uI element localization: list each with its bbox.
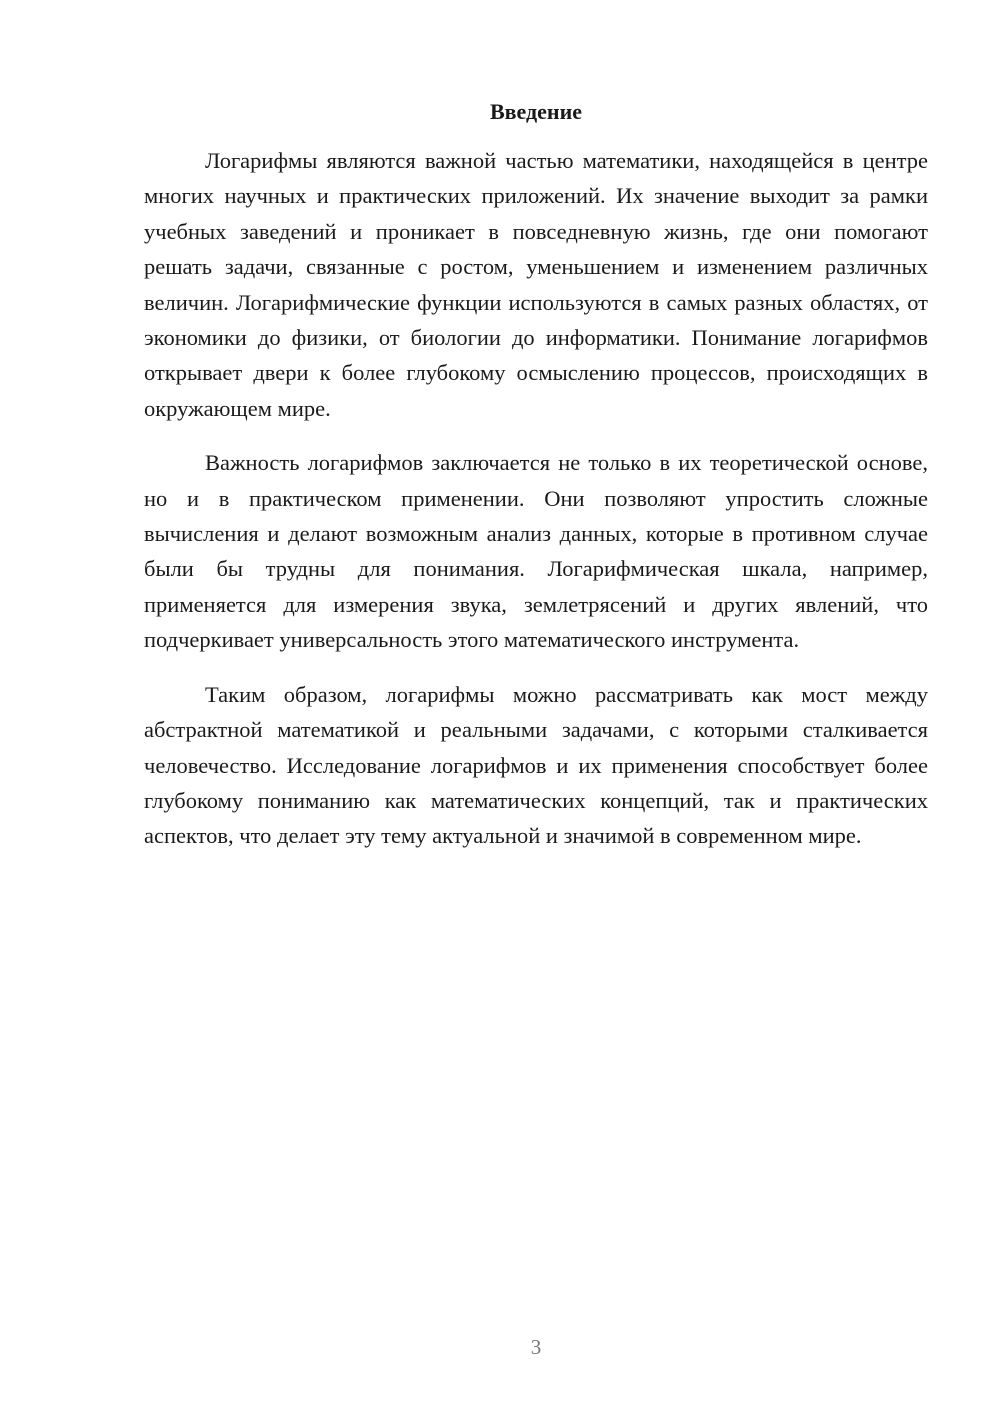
paragraph: Важность логарифмов заключается не только в их теоретической основе, но и в практическом применении. Они позволяют упростить сложные вычисления и делают возможным анализ данных, которые в противном случае были бы трудны для понимания. Логарифмическая шкала, например, применяется для измерения звука, землетрясений и других явлений, что подчеркивает универсальность этого математического инструмента. — [144, 450, 928, 653]
paragraph: Таким образом, логарифмы можно рассматривать как мост между абстрактной математикой и реальными задачами, с которыми сталкивается человечество. Исследование логарифмов и их применения способствует более глубокому пониманию как математических концепций, так и практических аспектов, что делает эту тему актуальной и значимой в современном мире. — [144, 681, 928, 849]
paragraph: Логарифмы являются важной частью математики, находящейся в центре многих научных и практических приложений. Их значение выходит за рамки учебных заведений и проникает в повседневную жизнь, где они помогают решать задачи, связанные с ростом, уменьшением и изменением различных величин. Логарифмические функции используются в самых разных областях, от экономики до физики, от биологии до информатики. Понимание логарифмов открывает двери к более глубокому осмыслению процессов, происходящих в окружающем мире. — [144, 148, 928, 421]
body-text — [144, 143, 928, 873]
page-number: 3 — [530, 1335, 542, 1359]
section-title: Введение — [489, 99, 583, 124]
